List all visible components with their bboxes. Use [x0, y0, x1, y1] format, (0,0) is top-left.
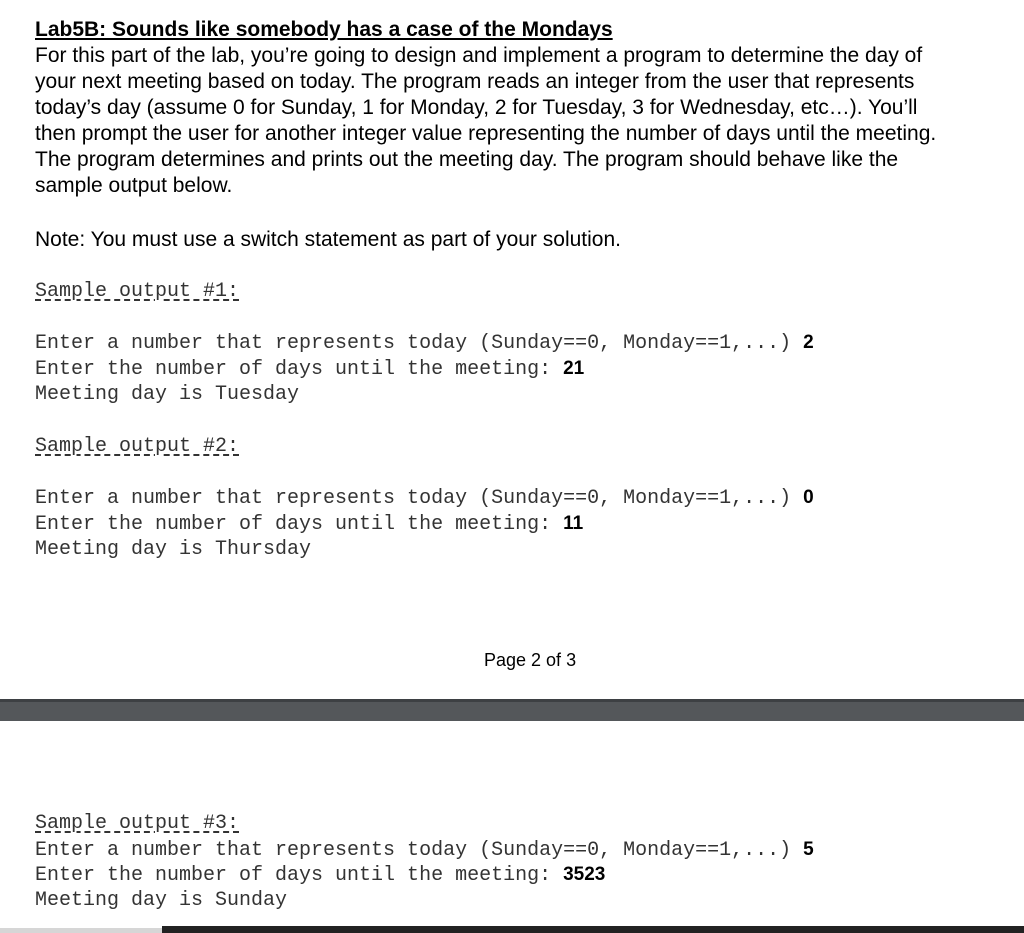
prompt-text: Enter a number that represents today (Sunday==0, Monday==1,...): [35, 332, 804, 355]
paragraph-line: then prompt the user for another integer value representing the number of days until the meeting.: [35, 122, 937, 145]
sample-2-line-2: [35, 511, 583, 538]
sample-2-line-1: [35, 485, 814, 512]
paragraph-line: today’s day (assume 0 for Sunday, 1 for Monday, 2 for Tuesday, 3 for Wednesday, etc…). You’ll: [35, 96, 918, 119]
instructions-paragraph: [35, 43, 1020, 199]
sample-3-result: Meeting day is Sunday: [35, 889, 288, 912]
switch-note: Note: You must use a switch statement as part of your solution.: [35, 228, 621, 251]
paragraph-line: your next meeting based on today. The program reads an integer from the user that represents: [35, 70, 915, 93]
document-page-3: [0, 721, 1024, 933]
paragraph-line: For this part of the lab, you’re going to design and implement a program to determine the day of: [35, 44, 923, 67]
page-separator: [0, 699, 1024, 721]
viewer-bottom-edge: [162, 926, 1024, 933]
sample-3-line-1: [35, 837, 814, 864]
user-input: 2: [803, 332, 814, 353]
sample-3-heading: Sample output #3:: [35, 812, 240, 835]
sample-2-result: Meeting day is Thursday: [35, 538, 312, 561]
sample-3-line-2: [35, 862, 605, 889]
user-input: 0: [803, 487, 814, 508]
paragraph-line: sample output below.: [35, 174, 233, 197]
lab-title: Lab5B: Sounds like somebody has a case of the Mondays: [35, 18, 613, 41]
user-input: 11: [563, 513, 584, 534]
sample-1-result: Meeting day is Tuesday: [35, 383, 300, 406]
sample-1-heading: Sample output #1:: [35, 280, 240, 303]
sample-1-line-1: [35, 330, 814, 357]
prompt-text: Enter a number that represents today (Sunday==0, Monday==1,...): [35, 839, 804, 862]
prompt-text: Enter the number of days until the meeting:: [35, 358, 564, 381]
prompt-text: Enter the number of days until the meeting:: [35, 513, 564, 536]
prompt-text: Enter a number that represents today (Sunday==0, Monday==1,...): [35, 487, 804, 510]
user-input: 21: [563, 358, 585, 379]
page-number: Page 2 of 3: [484, 650, 577, 670]
sample-1-line-2: [35, 356, 584, 383]
paragraph-line: The program determines and prints out the meeting day. The program should behave like the: [35, 148, 899, 171]
horizontal-scrollbar-track[interactable]: [0, 928, 162, 933]
user-input: 3523: [563, 864, 606, 885]
user-input: 5: [803, 839, 814, 860]
sample-2-heading: Sample output #2:: [35, 435, 240, 458]
prompt-text: Enter the number of days until the meeting:: [35, 864, 564, 887]
